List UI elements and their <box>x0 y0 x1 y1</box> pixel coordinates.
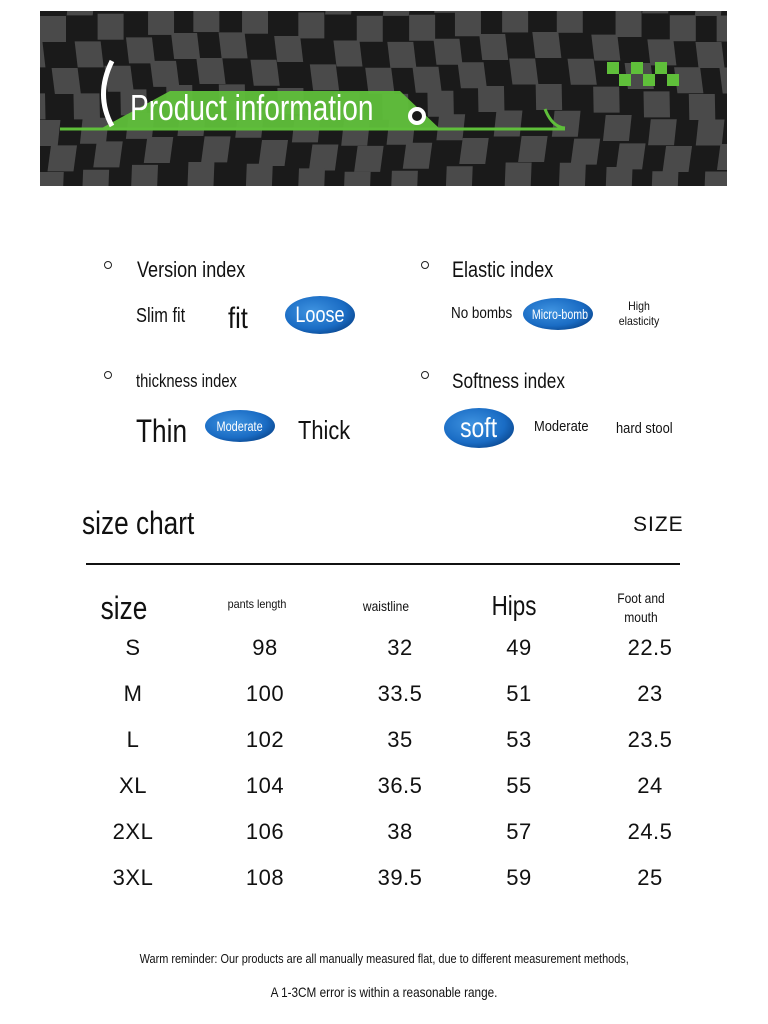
column-header-foot-and-mouth: Foot and mouth <box>617 590 665 625</box>
measurement-cell: 59 <box>506 865 532 890</box>
bullet-icon <box>421 261 429 269</box>
version-option-slim-fit: Slim fit <box>136 305 186 327</box>
measurement-cell: 25 <box>637 865 663 890</box>
bullet-icon <box>104 261 112 269</box>
product-info-banner <box>40 11 727 186</box>
size-chart-title: size chart <box>82 505 195 541</box>
banner-title: Product information <box>130 87 374 128</box>
column-header-pants-length: pants length <box>227 597 287 611</box>
measurement-cell: 23 <box>637 681 663 706</box>
elastic-option-micro-bomb-selected: Micro-bomb <box>523 298 593 330</box>
measurement-cell: 108 <box>245 865 285 890</box>
column-header-hips: Hips <box>491 590 537 621</box>
column-header-waistline: waistline <box>362 598 410 614</box>
version-option-loose-selected: Loose <box>285 296 355 334</box>
warm-reminder-line-2: A 1-3CM error is within a reasonable range. <box>270 984 498 1000</box>
measurement-cell: 102 <box>245 727 285 752</box>
elastic-index-title: Elastic index <box>452 257 554 282</box>
size-chart-divider <box>86 563 680 565</box>
size-chart-size-label: SIZE <box>633 513 684 536</box>
measurement-cell: 22.5 <box>627 635 673 660</box>
bullet-icon <box>104 371 112 379</box>
version-option-fit: fit <box>228 302 248 335</box>
measurement-cell: 35 <box>387 727 413 752</box>
measurement-cell: 55 <box>506 773 532 798</box>
bullet-icon <box>421 371 429 379</box>
measurement-cell: 100 <box>245 681 285 706</box>
elastic-option-high-elasticity: High elasticity <box>618 299 660 328</box>
thickness-option-moderate-selected: Moderate <box>205 410 275 442</box>
softness-index-title: Softness index <box>452 370 565 393</box>
measurement-cell: 51 <box>506 681 532 706</box>
measurement-cell: 104 <box>245 773 285 798</box>
softness-option-moderate: Moderate <box>534 418 589 435</box>
softness-option-soft-selected: soft <box>444 408 514 448</box>
measurement-cell: 53 <box>506 727 532 752</box>
measurement-cell: 39.5 <box>377 865 423 890</box>
measurement-cell: 23.5 <box>627 727 673 752</box>
measurement-cell: 106 <box>245 819 285 844</box>
elastic-option-no-bombs: No bombs <box>451 305 513 322</box>
size-cell: XL <box>119 773 147 798</box>
measurement-cell: 38 <box>387 819 413 844</box>
thickness-option-thick: Thick <box>298 415 351 445</box>
size-cell: M <box>123 681 143 706</box>
measurement-cell: 49 <box>506 635 532 660</box>
measurement-cell: 24 <box>637 773 663 798</box>
column-header-size: size <box>100 590 148 626</box>
measurement-cell: 57 <box>506 819 532 844</box>
measurement-cell: 36.5 <box>377 773 423 798</box>
size-cell: 2XL <box>112 819 154 844</box>
measurement-cell: 33.5 <box>377 681 423 706</box>
thickness-index-title: thickness index <box>136 371 237 391</box>
measurement-cell: 32 <box>387 635 413 660</box>
version-index-title: Version index <box>137 257 246 282</box>
size-cell: S <box>125 635 141 660</box>
size-cell: 3XL <box>112 865 154 890</box>
measurement-cell: 24.5 <box>627 819 673 844</box>
thickness-option-thin: Thin <box>136 413 188 449</box>
softness-option-hard-stool: hard stool <box>616 420 673 437</box>
size-cell: L <box>126 727 140 752</box>
warm-reminder-line-1: Warm reminder: Our products are all manually measured flat, due to different measurement methods, <box>139 951 629 966</box>
measurement-cell: 98 <box>252 635 278 660</box>
